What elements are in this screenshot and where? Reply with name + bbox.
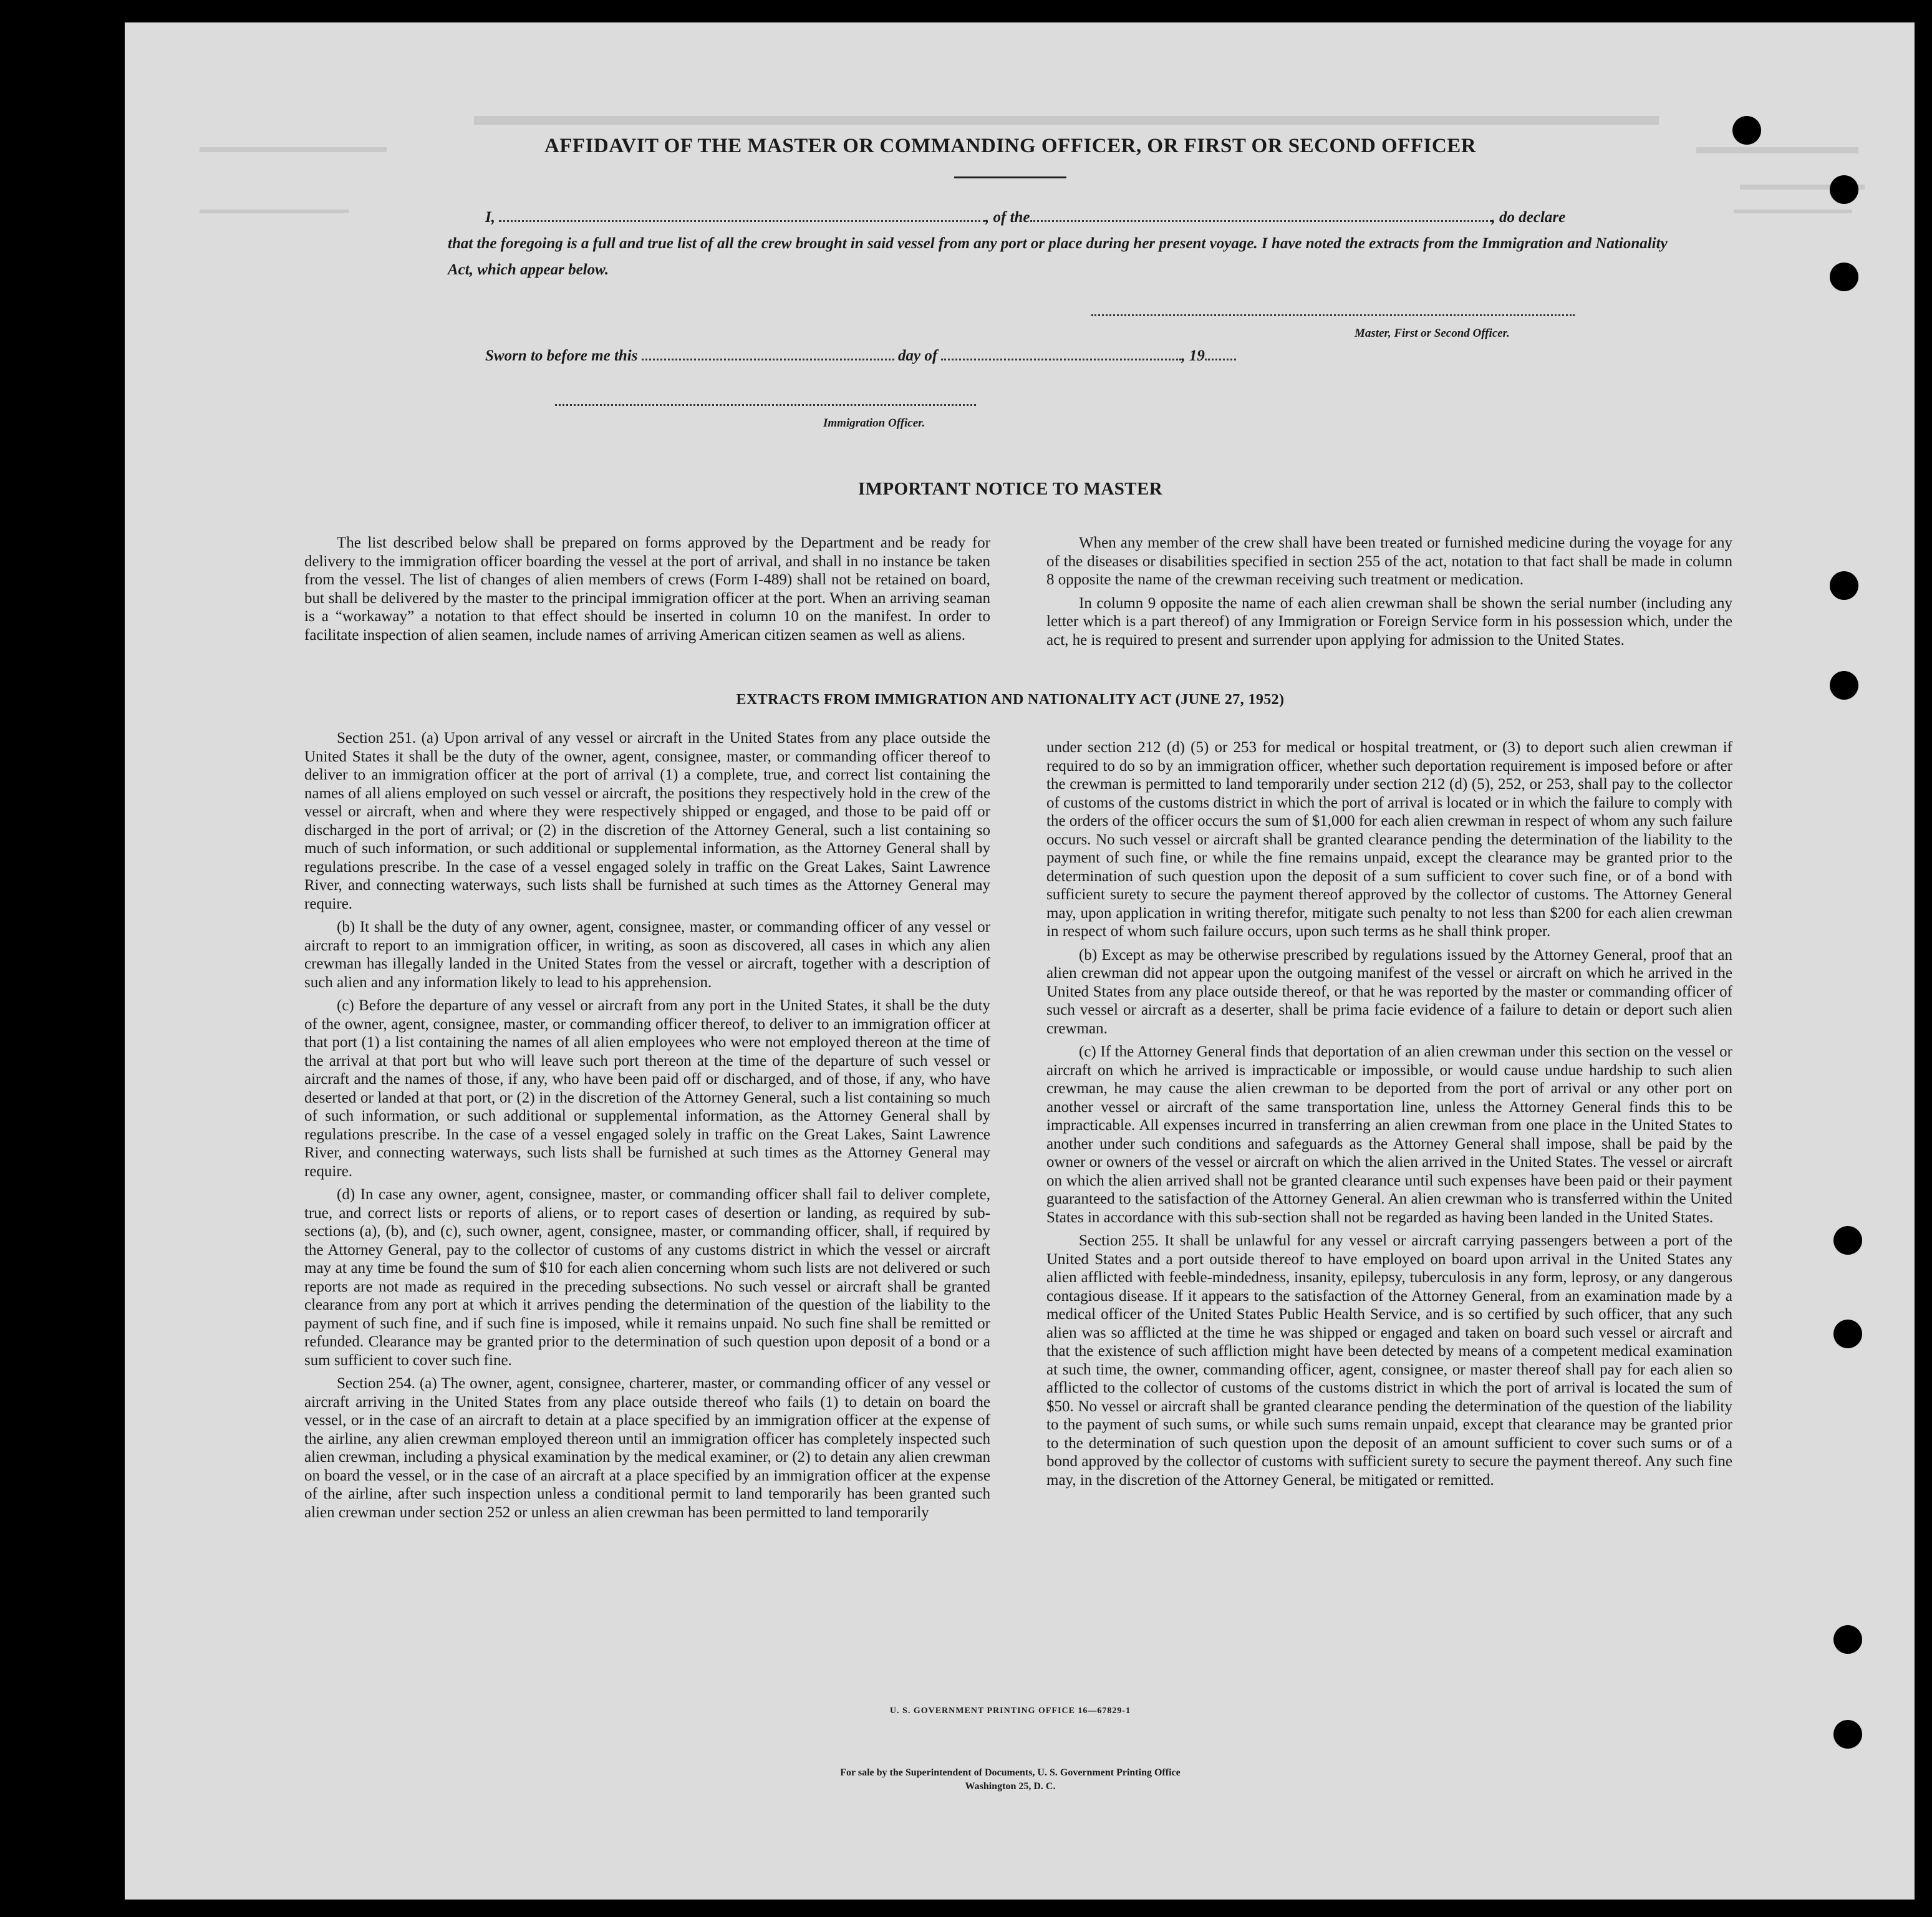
sworn-day-blank[interactable]	[642, 346, 894, 360]
punch-hole	[1830, 671, 1858, 700]
extract-paragraph: (d) In case any owner, agent, consignee, master, or commanding officer shall fail to deliver complete, true, and correct lists or reports of aliens, or to report cases of desertion or landing, as required by sub-sections (a), (b), and (c), such owner, agent, consignee, master, or commanding officer, shall, if required by the Attorney General, pay to the collector of customs of any customs district in which the vessel or aircraft may at any time be found the sum of $10 for each alien concerning whom such lists are not delivered or such reports are not made as required in the preceding subsections. No such vessel or aircraft shall be granted clearance from any port at which it arrives pending the determination of the question of the liability to the payment of such fine, and if such fine is imposed, while it remains unpaid. No such fine shall be remitted or refunded. Clearance may be granted prior to the determination of such question upon deposit of a bond or a sum sufficient to cover such fine.	[304, 1186, 990, 1369]
extract-paragraph: (c) If the Attorney General finds that deportation of an alien crewman under this section on the vessel or aircraft on which he arrived is impracticable or impossible, or would cause undue hardship to such alien crewman, he may cause the alien crewman to be deported from the port of arrival or any other port on another vessel or aircraft of the same transportation line, unless the Attorney General finds this to be impracticable. All expenses incurred in transferring an alien crewman from one place in the United States to another under such conditions and safeguards as the Attorney General shall impose, shall be paid by the owner or owners of the vessel or aircraft on which the alien arrived in the United States. The vessel or aircraft on which the alien arrived shall not be granted clearance until such expenses have been paid or their payment guaranteed to the satisfaction of the Attorney General. An alien crewman who is transferred within the United States in accordance with this sub-section shall not be regarded as having been landed in the United States.	[1046, 1043, 1732, 1226]
extracts-right-column	[1046, 738, 1732, 1489]
sworn-label: Sworn to before me this	[485, 347, 638, 364]
punch-hole	[1833, 1720, 1862, 1749]
sworn-year-blank[interactable]	[1205, 346, 1236, 360]
footer-line-1: For sale by the Superintendent of Documents, U. S. Government Printing Office	[840, 1767, 1181, 1778]
year-label: , 19	[1181, 347, 1205, 364]
footer-line-2: Washington 25, D. C.	[965, 1781, 1056, 1792]
punch-hole	[1732, 116, 1761, 145]
extract-paragraph: (c) Before the departure of any vessel or aircraft from any port in the United States, it shall be the duty of the owner, agent, consignee, master, or commanding officer thereof, to deliver to an immigration officer at that port (1) a list containing the names of all alien employees who were not employed thereon at the time of the arrival at that port but who will leave such port thereon at the time of the departure of such vessel or aircraft and the names of those, if any, who have been paid off or discharged, and of those, if any, who have deserted or landed at that port, or (2) in the discretion of the Attorney General, such a list containing so much of such information, or such additional or supplemental information, as the Attorney General shall by regulations prescribe. In the case of a vessel engaged solely in traffic on the Great Lakes, Saint Lawrence River, and connecting waterways, such lists shall be furnished at such times as the Attorney General may require.	[304, 997, 990, 1180]
notice-title: IMPORTANT NOTICE TO MASTER	[857, 479, 1163, 499]
extracts-left-column	[304, 729, 990, 1522]
master-label: Master, First or Second Officer.	[1355, 327, 1510, 340]
punch-hole	[1830, 571, 1858, 600]
extract-paragraph: Section 255. It shall be unlawful for any vessel or aircraft carrying passengers between a port of the United States and a port outside thereof to have employed on board upon arrival in the United States any alien afflicted with feeble-mindedness, insanity, epilepsy, tuberculosis in any form, leprosy, or any dangerous contagious disease. If it appears to the satisfaction of the Attorney General, from an examination made by a medical officer of the United States Public Health Service, and is so certified by such officer, that any such alien was so afflicted at the time he was shipped or engaged and taken on board such vessel or aircraft and that the existence of such affliction might have been detected by means of a competent medical examination at such time, the owner, commanding officer, agent, consignee, or master thereof shall pay for each alien so afflicted to the collector of customs of the customs district in which the port of arrival is located the sum of $50. No vessel or aircraft shall be granted clearance pending the determination of the question of the liability to the payment of such sums, or while such sums remain unpaid, except that clearance may be granted prior to the determination of such question upon the deposit of an amount sufficient to cover such sums or of a bond approved by the collector of customs with sufficient surety to secure the payment thereof. Any such fine may, in the discretion of the Attorney General, be mitigated or remitted.	[1046, 1232, 1732, 1489]
extract-paragraph: (b) It shall be the duty of any owner, agent, consignee, master, or commanding officer of any vessel or aircraft to report to an immigration officer, in writing, as soon as discovered, all cases in which any alien crewman has illegally landed in the United States from the vessel or aircraft, together with a description of such alien and any information likely to lead to his apprehension.	[304, 919, 990, 991]
punch-hole	[1833, 1320, 1862, 1348]
extract-paragraph: Section 254. (a) The owner, agent, consignee, charterer, master, or commanding officer of any vessel or aircraft arriving in the United States from any place outside thereof who fails (1) to detain on board the vessel, or in the case of an aircraft to detain at a place specified by an immigration officer at the expense of the airline, any alien crewman employed thereon until an immigration officer has completely inspected such alien crewman, including a physical examination by the medical examiner, or (2) to detain any alien crewman on board the vessel, or in the case of an aircraft at a place specified by an immigration officer at the expense of the airline, after such inspection unless a conditional permit to land temporarily has been granted such alien crewman under section 252 or unless an alien crewman has been permitted to land temporarily	[304, 1375, 990, 1521]
notice-left-column	[304, 534, 990, 644]
sworn-month-blank[interactable]	[941, 346, 1181, 360]
master-signature-line[interactable]	[1091, 314, 1575, 316]
printer-line: U. S. GOVERNMENT PRINTING OFFICE 16—67829-1	[889, 1706, 1131, 1716]
sworn-line	[448, 343, 1670, 369]
form-page	[125, 22, 1915, 1900]
notice-paragraph: The list described below shall be prepared on forms approved by the Department and be ready for delivery to the immigration officer boarding the vessel at the port of arrival, and shall in no instance be taken from the vessel. The list of changes of alien members of crews (Form I-489) shall not be retained on board, but shall be delivered by the master to the principal immigration officer at the port. When an arriving seaman is a “workaway” a notation to that effect should be inserted in column 10 on the manifest. In order to facilitate inspection of alien seamen, include names of arriving American citizen seamen as well as aliens.	[304, 534, 990, 644]
of-the-label: , of the	[985, 209, 1030, 226]
punch-hole	[1830, 263, 1858, 291]
name-blank[interactable]	[499, 208, 985, 222]
extract-paragraph: under section 212 (d) (5) or 253 for medical or hospital treatment, or (3) to deport such alien crewman if required to do so by an immigration officer, whether such deportation requirement is imposed before or after the crewman is permitted to land temporarily under section 212 (d) (5), 252, or 253, shall pay to the collector of customs of the customs district in which the port of arrival is located or in which the failure to comply with the orders of the officer occurs the sum of $1,000 for each alien crewman in respect of whom any such failure occurs. No such vessel or aircraft shall be granted clearance pending the determination of the liability to the payment of such fine, or while the fine remains unpaid, except the clearance may be granted prior to the determination of such question upon the deposit of a sum sufficient to cover such fine, or of a bond with sufficient surety to secure the payment thereof approved by the collector of customs. The Attorney General may, upon application in writing therefor, mitigate such penalty to not less than $200 for each alien crewman in respect of whom such failure occurs, upon such terms as he shall think proper.	[1046, 739, 1732, 940]
immigration-officer-label: Immigration Officer.	[823, 417, 925, 430]
notice-paragraph: When any member of the crew shall have been treated or furnished medicine during the voyage for any of the diseases or disabilities specified in section 255 of the act, notation to that fact shall be made in column 8 opposite the name of the crewman receiving such treatment or medication.	[1046, 534, 1732, 588]
extract-paragraph: (b) Except as may be otherwise prescribed by regulations issued by the Attorney General, proof that an alien crewman did not appear upon the outgoing manifest of the vessel or aircraft on which he arrived in the United States from any place outside thereof, or that he was reported by the master or commanding officer of such vessel or aircraft as a deserter, shall be prima facie evidence of a failure to detain or deport such alien crewman.	[1046, 946, 1732, 1037]
do-declare-label: , do declare	[1491, 209, 1566, 226]
punch-hole	[1833, 1625, 1862, 1654]
day-of-label: day of	[897, 347, 938, 364]
vessel-blank[interactable]	[1030, 208, 1492, 222]
affidavit-declaration: that the foregoing is a full and true list of all the crew brought in said vessel from any port or place during her present voyage. I have noted the extracts from the Immigration and Nationality Act, which appear below.	[448, 235, 1668, 278]
extract-paragraph: Section 251. (a) Upon arrival of any vessel or aircraft in the United States from any place outside the United States it shall be the duty of the owner, agent, consignee, master, or commanding officer thereof to deliver to an immigration officer at the port of arrival (1) a complete, true, and correct list containing the names of all aliens employed on such vessel or aircraft, the positions they respectively hold in the crew of the vessel or aircraft, when and where they were respectively shipped or engaged, and those to be paid off or discharged in the port of arrival; or (2) in the discretion of the Attorney General, such a list containing so much of such information, or such additional or supplemental information, as the Attorney General shall by regulations prescribe. In the case of a vessel engaged solely in traffic on the Great Lakes, Saint Lawrence River, and connecting waterways, such lists shall be furnished at such times as the Attorney General may require.	[304, 730, 990, 912]
punch-hole	[1830, 175, 1858, 204]
notice-right-column	[1046, 534, 1732, 649]
footer	[474, 1766, 1547, 1794]
i-prefix: I,	[485, 209, 495, 226]
notice-paragraph: In column 9 opposite the name of each alien crewman shall be shown the serial number (including any letter which is a part thereof) of any Immigration or Foreign Service form in his possession which, under the act, he is required to present and surrender upon applying for admission to the United States.	[1046, 594, 1732, 649]
title-underline	[954, 176, 1066, 178]
extracts-title: EXTRACTS FROM IMMIGRATION AND NATIONALITY ACT (JUNE 27, 1952)	[736, 692, 1285, 708]
immigration-officer-signature-line[interactable]	[555, 404, 976, 406]
punch-hole	[1833, 1226, 1862, 1255]
affidavit-title: AFFIDAVIT OF THE MASTER OR COMMANDING OFFICER, OR FIRST OR SECOND OFFICER	[544, 135, 1477, 157]
affidavit-name-line	[448, 205, 1670, 231]
